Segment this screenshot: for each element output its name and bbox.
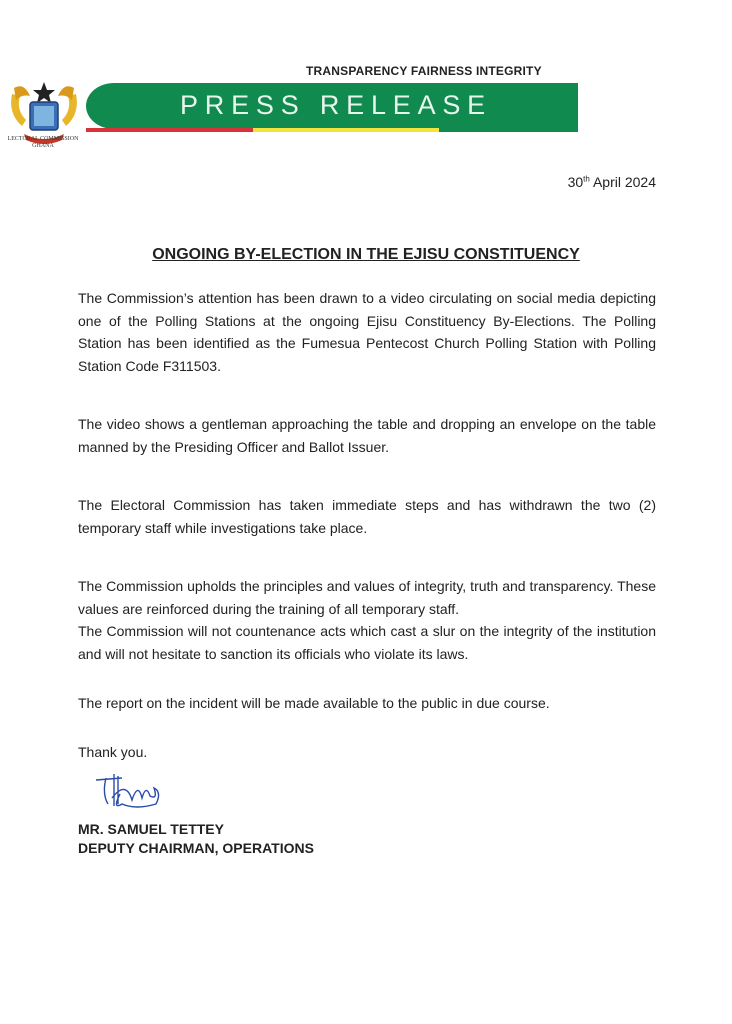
date-suffix: th [583, 174, 590, 184]
paragraph: The video shows a gentleman approaching the table and dropping an envelope on the table manned by the Presiding Officer and Ballot Issuer. [78, 416, 656, 455]
paragraph: The Commission will not countenance acts which cast a slur on the integrity of the institution and will not hesitate to sanction its officials who violate its laws. [78, 623, 656, 663]
logo-caption-line1: LECTORAL COMMISSION [7, 136, 79, 142]
signatory-title: DEPUTY CHAIRMAN, OPERATIONS [78, 840, 314, 856]
signatory-block [78, 820, 314, 858]
paragraph: The Commission upholds the principles and values of integrity, truth and transparency. These values are reinforced during the training of all temporary staff. [78, 578, 656, 617]
release-date [568, 174, 656, 190]
paragraph: The report on the incident will be made available to the public in due course. [78, 695, 550, 711]
signatory-name: MR. SAMUEL TETTEY [78, 821, 224, 837]
closing: Thank you. [78, 744, 148, 760]
date-month-year: April 2024 [589, 174, 656, 190]
banner-stripe-yellow [253, 128, 439, 132]
logo-caption [0, 136, 86, 150]
paragraph-group [78, 575, 656, 666]
signature-icon [92, 770, 164, 812]
paragraph: The Commission’s attention has been drawn to a video circulating on social media depicting one of the Polling Stations at the ongoing Ejisu Constituency By-Elections. The Polling Station has been identified as the Fumesua Pentecost Church Polling Station with Polling Station Code F311503. [78, 290, 656, 375]
paragraph: The Electoral Commission has taken immediate steps and has withdrawn the two (2) temporary staff while investigations take place. [78, 497, 656, 536]
motto: TRANSPARENCY FAIRNESS INTEGRITY [306, 64, 542, 78]
date-day: 30 [567, 174, 584, 190]
logo-caption-line2: GHANA [32, 143, 54, 149]
banner-stripe-red [86, 128, 253, 132]
banner-stripe-green [439, 128, 578, 132]
banner-title: PRESS RELEASE [180, 90, 492, 120]
document-heading: ONGOING BY-ELECTION IN THE EJISU CONSTITUENCY [152, 246, 580, 263]
